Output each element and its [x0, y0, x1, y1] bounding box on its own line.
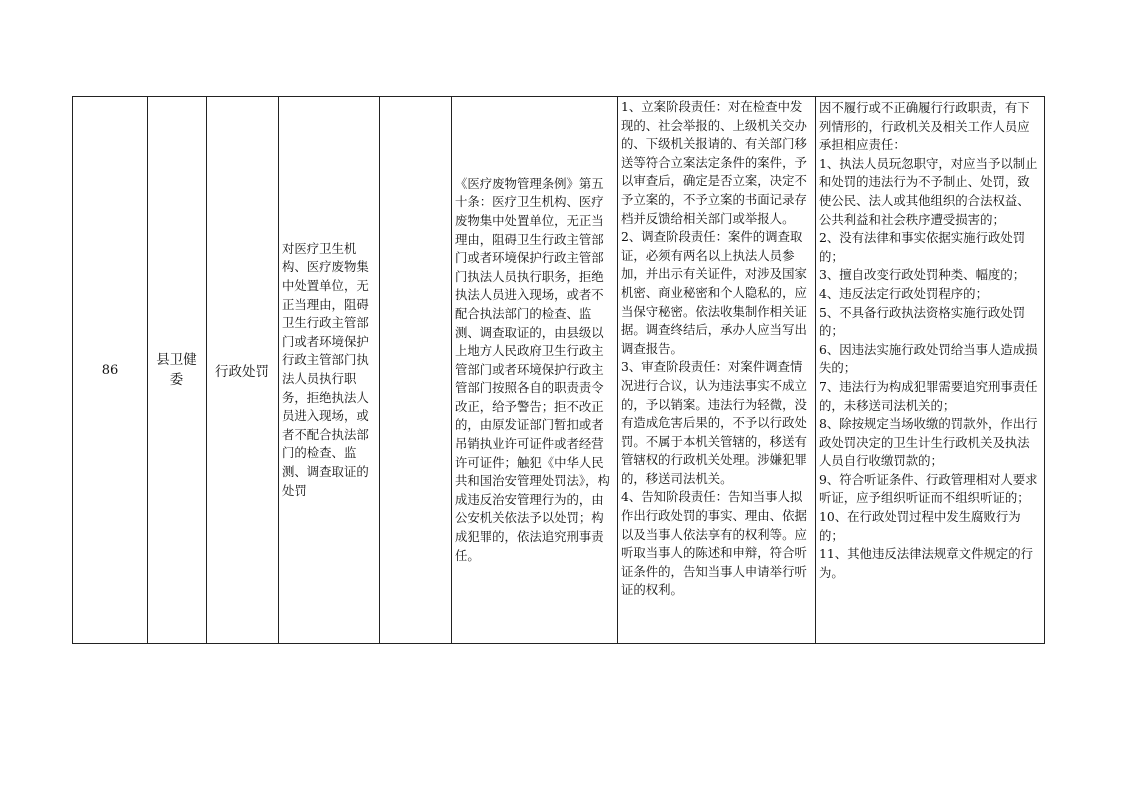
- legal-basis-text: 《医疗废物管理条例》第五十条：医疗卫生机构、医疗废物集中处置单位，无正当理由，阻碍卫生行政主管部门或者环境保护行政主管部门执法人员执行职务，拒绝执法人员进入现场，或者不配合执法部门的检查、监测、调查取证的，由县级以上地方人民政府卫生行政主管部门或者环境保护行政主管部门按照各自的职责责令改正，给予警告；拒不改正的，由原发证部门暂扣或者吊销执业许可证件或者经营许可证件；触犯《中华人民共和国治安管理处罚法》，构成违反治安管理行为的，由公安机关依法予以处罚；构成犯罪的，依法追究刑事责任。: [455, 175, 610, 563]
- row-number: 86: [101, 362, 119, 378]
- power-category: 行政处罚: [215, 364, 269, 380]
- responsibilities-text: 1、立案阶段责任：对在检查中发现的、社会举报的、上级机关交办的、下级机关报请的、有关部门移送等符合立案法定条件的案件，予以审查后，确定是否立案，决定不予立案的，不予立案的书面记录存档并反馈给相关部门或举报人。 2、调查阶段责任：案件的调查取证，必须有两名以上执法人员参加，并出示有关证件，对涉及国家机密、商业秘密和个人隐私的，应当保守秘密。依法收集制作相关证据。调查终结后，承办人应当写出调查报告。 3、审查阶段责任：对案件调查情况进行合议，认为违法事实不成立的，予以销案。违法行为轻微，没有造成危害后果的，不予以行政处罚。不属于本机关管辖的，移送有管辖权的行政机关处理。涉嫌犯罪的，移送司法机关。 4、告知阶段责任：告知当事人拟作出行政处罚的事实、理由、依据以及当事人依法享有的权利等。应听取当事人的陈述和申辩，符合听证条件的，告知当事人申请举行听证的权利。: [621, 99, 807, 598]
- subitem-cell: [379, 97, 451, 643]
- table-row: [72, 96, 1045, 644]
- department-name: 县卫健委: [156, 352, 197, 388]
- row-number-cell: [73, 97, 147, 643]
- subject-cell: [278, 97, 379, 643]
- accountability-cell: [815, 97, 1044, 643]
- department-cell: [147, 97, 206, 643]
- responsibilities-cell: [617, 97, 815, 643]
- category-cell: [206, 97, 278, 643]
- legal-basis-cell: [451, 97, 617, 643]
- power-subject: 对医疗卫生机构、医疗废物集中处置单位，无正当理由，阻碍卫生行政主管部门或者环境保护行政主管部门执法人员执行职务，拒绝执法人员进入现场，或者不配合执法部门的检查、监测、调查取证的处罚: [282, 240, 369, 498]
- accountability-text: 因不履行或不正确履行行政职责，有下列情形的，行政机关及相关工作人员应承担相应责任： 1、执法人员玩忽职守，对应当予以制止和处罚的违法行为不予制止、处罚，致使公民、法人或其他组织的合法权益、公共利益和社会秩序遭受损害的； 2、没有法律和事实依据实施行政处罚的； 3、擅自改变行政处罚种类、幅度的； 4、违反法定行政处罚程序的； 5、不具备行政执法资格实施行政处罚的； 6、因违法实施行政处罚给当事人造成损失的； 7、违法行为构成犯罪需要追究刑事责任的，未移送司法机关的； 8、除按规定当场收缴的罚款外，作出行政处罚决定的卫生计生行政机关及执法人员自行收缴罚款的； 9、符合听证条件、行政管理相对人要求听证，应予组织听证而不组织听证的； 10、在行政处罚过程中发生腐败行为的； 11、其他违反法律法规章文件规定的行为。: [819, 100, 1038, 580]
